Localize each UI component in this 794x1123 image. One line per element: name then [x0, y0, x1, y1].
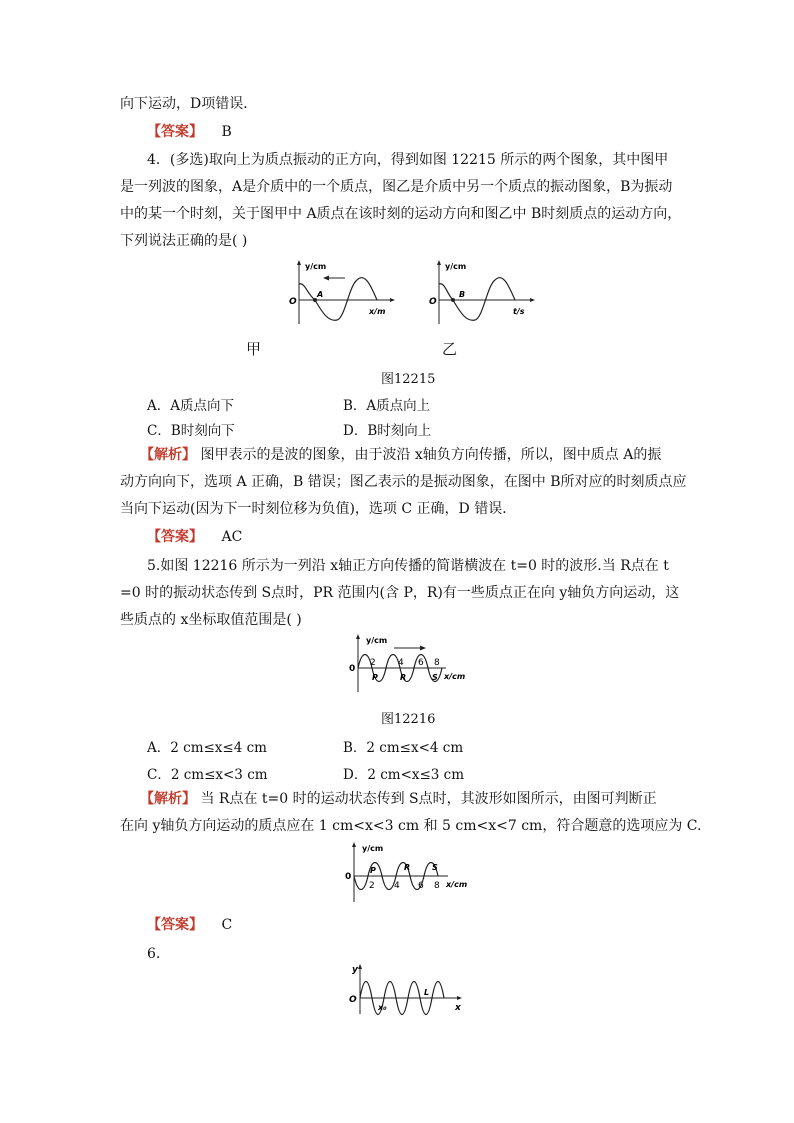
- answer-value: B: [221, 124, 232, 140]
- tick-label: 8: [434, 658, 440, 668]
- option-d: D．B时刻向上: [343, 423, 432, 439]
- origin-label: O: [429, 297, 437, 307]
- tick-label: 2: [370, 658, 376, 668]
- answer-label: 【答案】: [147, 124, 203, 140]
- analysis-text: 当 R点在 t=0 时的运动状态传到 S点时，其波形如图所示，由图可判断正: [196, 791, 657, 807]
- origin-label: 0: [349, 664, 356, 674]
- question-4-line-1: 4．(多选)取向上为质点振动的正方向，得到如图 12215 所示的两个图象，其中图甲: [147, 152, 669, 168]
- origin-label: 0: [345, 872, 352, 882]
- option-b: B．A质点向上: [343, 398, 431, 414]
- figure-caption: 图12215: [381, 372, 436, 387]
- x-axis-label: x/cm: [444, 672, 466, 681]
- question-4-line-2: 是一列波的图象，A是介质中的一个质点，图乙是介质中另一个质点的振动图象，B为振动: [120, 179, 673, 195]
- wave-graph-q6: [344, 962, 468, 1016]
- tick-label: 6: [418, 881, 424, 891]
- point-s-label: S: [432, 863, 438, 872]
- answer-label: 【答案】: [147, 917, 203, 933]
- x-axis-label: t/s: [513, 307, 525, 316]
- question-5-line-3: 些质点的 x坐标取值范围是( ): [120, 612, 302, 628]
- tick-label: 2: [369, 881, 375, 891]
- answer-value: AC: [221, 529, 243, 545]
- tick-label: 4: [394, 881, 400, 891]
- wave-graph-jia: [285, 256, 395, 328]
- tick-label: 8: [434, 881, 440, 891]
- answer-line: [147, 528, 242, 546]
- y-axis-label: y/cm: [362, 844, 384, 853]
- point-r-label: R: [400, 673, 407, 682]
- figure-label-yi: 乙: [442, 340, 458, 358]
- option-c: C．B时刻向下: [147, 423, 235, 439]
- analysis-label: 【解析】: [140, 447, 196, 463]
- question-5-line-2: =0 时的振动状态传到 S点时，PR 范围内(含 P，R)有一些质点正在向 y轴负方向运动，这: [120, 585, 680, 601]
- x-axis-label: x/cm: [446, 880, 468, 889]
- option-a: A．2 cm≤x≤4 cm: [147, 740, 267, 756]
- analysis-label: 【解析】: [140, 791, 196, 807]
- origin-label: O: [289, 297, 297, 307]
- analysis-line-3: 当向下运动(因为下一时刻位移为负值)，选项 C 正确，D 错误．: [120, 501, 517, 517]
- question-6-number: 6.: [147, 946, 161, 962]
- option-d: D．2 cm<x≤3 cm: [343, 767, 465, 783]
- y-axis-label: y/cm: [366, 636, 388, 645]
- l-label: L: [424, 988, 430, 997]
- answer-line: [147, 916, 232, 934]
- point-r-label: R: [404, 863, 411, 872]
- option-c: C．2 cm≤x<3 cm: [147, 767, 268, 783]
- vibration-graph-yi: [427, 256, 537, 328]
- point-p-label: P: [372, 673, 378, 682]
- y-axis-label: y/cm: [305, 262, 327, 271]
- analysis-line-2: 在向 y轴负方向运动的质点应在 1 cm<x<3 cm 和 5 cm<x<7 cm，符合题意的选项应为 C.: [120, 818, 702, 834]
- figure-label-jia: 甲: [246, 340, 262, 358]
- answer-label: 【答案】: [147, 529, 203, 545]
- tick-label: 6: [418, 658, 424, 668]
- x0-label: x₀: [378, 1003, 387, 1012]
- point-s-label: S: [432, 673, 438, 682]
- analysis-line-2: 动方向向下，选项 A 正确，B 错误；图乙表示的是振动图象，在图中 B所对应的时刻质点应: [120, 474, 687, 490]
- tick-label: 4: [398, 658, 404, 668]
- figure-caption: 图12216: [381, 712, 436, 727]
- y-axis-label: y/cm: [445, 262, 467, 271]
- analysis-line-1: [140, 446, 662, 464]
- analysis-line-1: [140, 790, 657, 808]
- x-axis-label: x/m: [369, 307, 386, 316]
- x-axis-label: x: [455, 1003, 461, 1013]
- analysis-text: 图甲表示的是波的图象，由于波沿 x轴负方向传播，所以，图中质点 A的振: [196, 447, 662, 463]
- origin-label: O: [349, 995, 357, 1005]
- answer-value: C: [221, 917, 233, 933]
- point-b-label: B: [459, 290, 466, 299]
- question-4-line-3: 中的某一个时刻，关于图甲中 A质点在该时刻的运动方向和图乙中 B时刻质点的运动方向，: [120, 206, 682, 222]
- wave-graph-analysis: [342, 840, 482, 904]
- y-axis-label: y: [352, 965, 358, 975]
- option-a: A．A质点向下: [147, 398, 234, 414]
- wave-graph-12216: [346, 632, 476, 694]
- answer-line: [147, 123, 232, 141]
- point-p-label: P: [370, 866, 376, 875]
- point-a-label: A: [317, 290, 324, 299]
- text-line: 向下运动，D项错误．: [120, 96, 258, 112]
- question-5-line-1: 5.如图 12216 所示为一列沿 x轴正方向传播的简谐横波在 t=0 时的波形.当 R点在 t: [147, 558, 669, 574]
- question-4-line-4: 下列说法正确的是( ): [120, 233, 248, 249]
- option-b: B．2 cm≤x<4 cm: [343, 740, 464, 756]
